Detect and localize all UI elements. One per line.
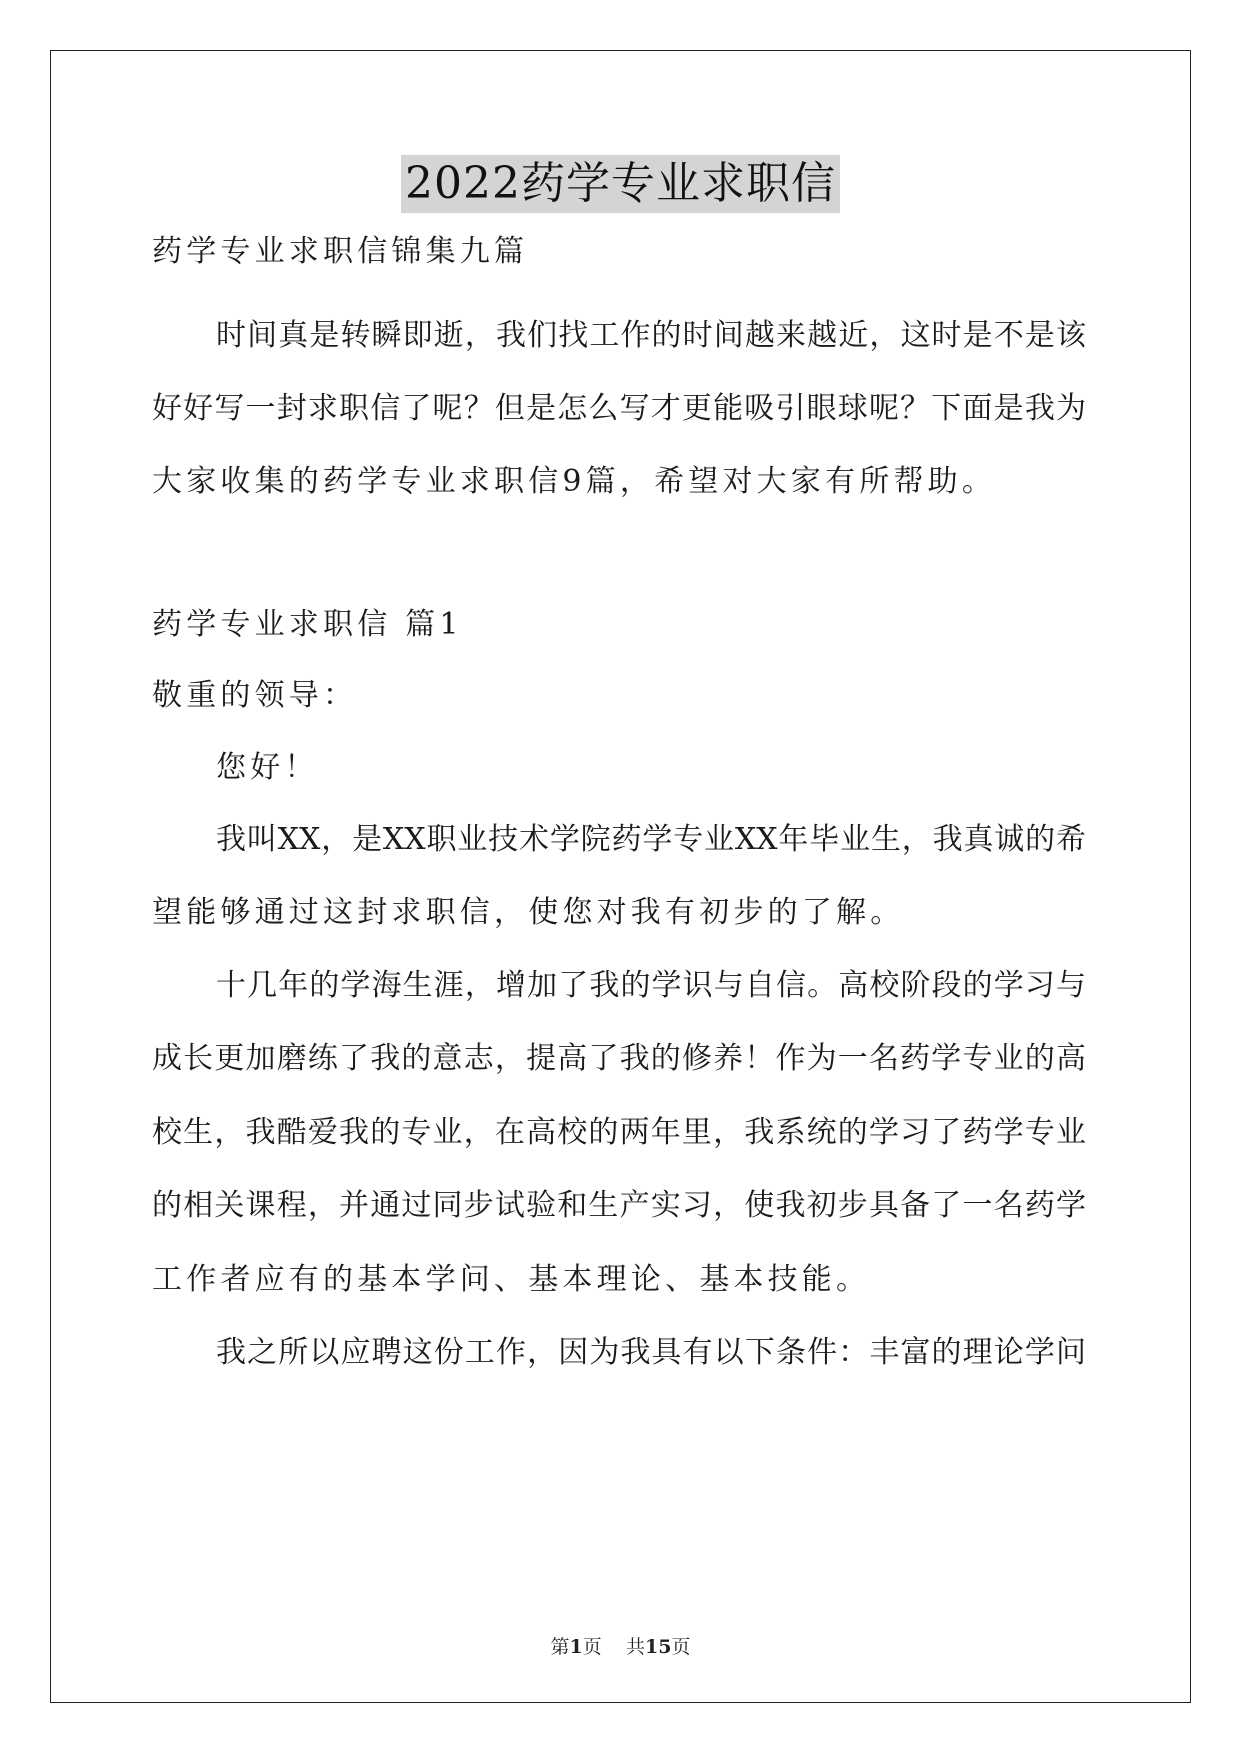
footer-total-unit: 页 [671,1636,691,1658]
para1-line-2: 望能够通过这封求职信，使您对我有初步的了解。 [152,895,905,930]
footer-page-prefix: 第 [550,1636,570,1658]
section-heading: 药学专业求职信 篇1 [152,607,463,642]
salutation: 敬重的领导： [152,678,358,713]
intro-line-2: 好好写一封求职信了呢？但是怎么写才更能吸引眼球呢？下面是我为 [152,391,1086,426]
greeting: 您好！ [216,750,319,785]
footer-page-unit: 页 [582,1636,602,1658]
document-title: 2022药学专业求职信 [401,155,840,213]
footer-total-prefix: 共 [625,1636,645,1658]
para2-line-2: 成长更加磨练了我的意志，提高了我的修养！作为一名药学专业的高 [152,1041,1086,1076]
title-container [0,155,1241,213]
intro-line-1: 时间真是转瞬即逝，我们找工作的时间越来越近，这时是不是该 [216,318,1086,353]
para2-line-5: 工作者应有的基本学问、基本理论、基本技能。 [152,1262,871,1297]
page-border [50,50,1191,1703]
para1-line-1: 我叫XX，是XX职业技术学院药学专业XX年毕业生，我真诚的希 [216,822,1086,857]
intro-line-3: 大家收集的药学专业求职信9篇，希望对大家有所帮助。 [152,464,997,499]
para3-line-1: 我之所以应聘这份工作，因为我具有以下条件：丰富的理论学问 [216,1335,1086,1370]
footer-page-total: 15 [644,1636,672,1658]
page-footer [0,1632,1241,1659]
para2-line-1: 十几年的学海生涯，增加了我的学识与自信。高校阶段的学习与 [216,968,1086,1003]
document-subtitle: 药学专业求职信锦集九篇 [152,234,529,269]
para2-line-4: 的相关课程，并通过同步试验和生产实习，使我初步具备了一名药学 [152,1188,1086,1223]
footer-page-current: 1 [569,1636,583,1658]
para2-line-3: 校生，我酷爱我的专业，在高校的两年里，我系统的学习了药学专业 [152,1115,1086,1150]
